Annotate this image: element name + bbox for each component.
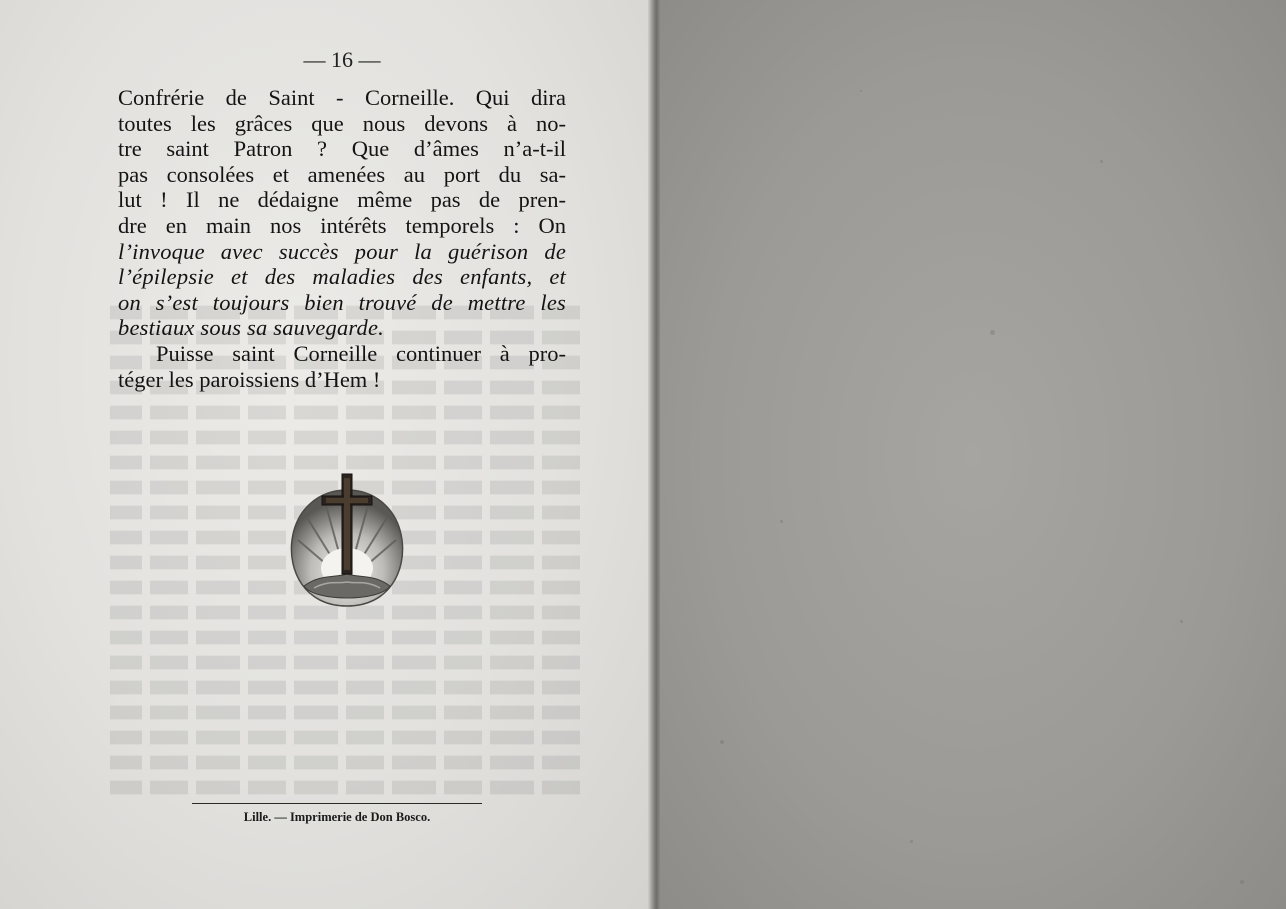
- text-line: pas consolées et amenées au port du sa-: [118, 161, 566, 187]
- text-line-italic: bestiaux sous sa sauvegarde.: [118, 315, 384, 341]
- text-line: dre en main nos intérêts temporels : On: [118, 212, 566, 238]
- right-page-blank: [660, 0, 1286, 909]
- text-line: Confrérie de Saint - Corneille. Qui dira: [118, 85, 566, 110]
- text-line-italic: l’invoque avec succès pour la guérison de: [118, 238, 566, 264]
- cross-shell-ornament: [284, 470, 410, 616]
- footer-rule: [192, 803, 482, 804]
- text-line: Puisse saint Corneille continuer à pro-: [156, 340, 566, 366]
- text-line-italic: l’épilepsie et des maladies des enfants, et: [118, 264, 566, 290]
- text-line: tre saint Patron ? Que d’âmes n’a-t-il: [118, 136, 566, 162]
- text-line: toutes les grâces que nous devons à no-: [118, 110, 566, 136]
- text-line: lut ! Il ne dédaigne même pas de pren-: [118, 187, 566, 213]
- printer-imprint: Lille. — Imprimerie de Don Bosco.: [243, 810, 431, 824]
- text-line-italic: on s’est toujours bien trouvé de mettre les: [118, 289, 566, 315]
- text-line: téger les paroissiens d’Hem !: [118, 366, 381, 392]
- page-number: — 16 —: [303, 47, 381, 72]
- body-text: [118, 85, 566, 392]
